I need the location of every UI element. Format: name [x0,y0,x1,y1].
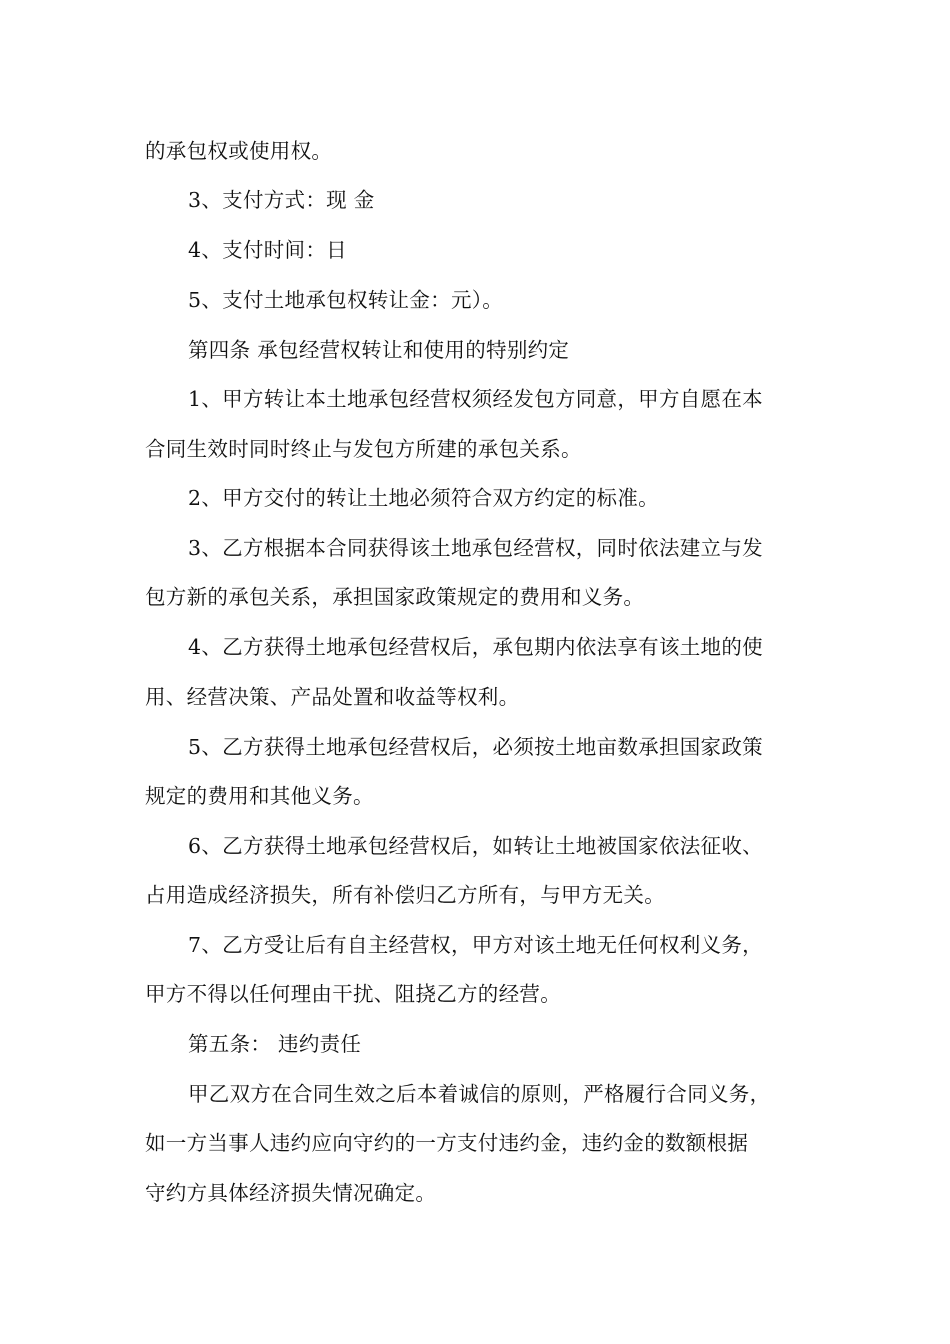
text-line: 如一方当事人违约应向守约的一方支付违约金，违约金的数额根据 [145,1131,749,1155]
text-line: 3、乙方根据本合同获得该土地承包经营权，同时依法建立与发 [188,536,763,560]
text-line: 的承包权或使用权。 [145,139,333,163]
text-line: 3、支付方式：现 金 [188,188,375,212]
text-line: 6、乙方获得土地承包经营权后，如转让土地被国家依法征收、 [188,834,763,858]
section-heading: 第五条： 违约责任 [188,1032,362,1056]
text-line: 守约方具体经济损失情况确定。 [145,1181,437,1205]
text-line: 2、甲方交付的转让土地必须符合双方约定的标准。 [188,486,659,510]
text-line: 5、乙方获得土地承包经营权后，必须按土地亩数承担国家政策 [188,735,763,759]
text-line: 包方新的承包关系，承担国家政策规定的费用和义务。 [145,585,645,609]
text-line: 甲方不得以任何理由干扰、阻挠乙方的经营。 [145,982,561,1006]
text-line: 7、乙方受让后有自主经营权，甲方对该土地无任何权利义务， [188,933,763,957]
text-line: 5、支付土地承包权转让金：元）。 [188,288,504,312]
text-line: 4、乙方获得土地承包经营权后，承包期内依法享有该土地的使 [188,635,763,659]
text-line: 占用造成经济损失，所有补偿归乙方所有，与甲方无关。 [145,883,665,907]
text-line: 1、甲方转让本土地承包经营权须经发包方同意，甲方自愿在本 [188,387,763,411]
text-line: 甲乙双方在合同生效之后本着诚信的原则，严格履行合同义务， [188,1082,771,1106]
text-line: 合同生效时同时终止与发包方所建的承包关系。 [145,437,582,461]
text-line: 用、经营决策、产品处置和收益等权利。 [145,685,520,709]
text-line: 4、支付时间：日 [188,238,347,262]
section-heading: 第四条 承包经营权转让和使用的特别约定 [188,338,570,362]
text-line: 规定的费用和其他义务。 [145,784,374,808]
